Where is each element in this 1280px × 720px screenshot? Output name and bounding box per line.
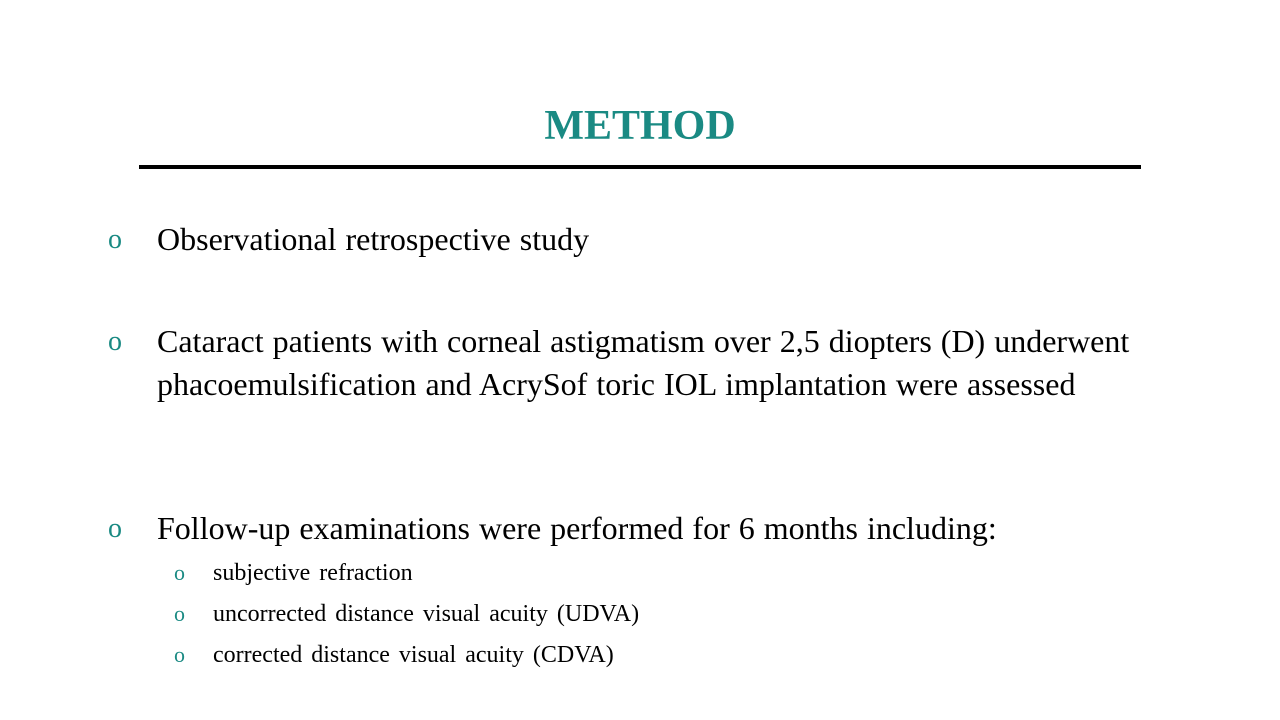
bullet-marker: o xyxy=(108,513,122,544)
bullet-marker: o xyxy=(108,326,122,357)
sub-bullet-item xyxy=(174,640,1074,670)
sub-bullet-text: corrected distance visual acuity (CDVA) xyxy=(213,642,614,668)
sub-bullet-marker: o xyxy=(174,560,185,585)
title-underline xyxy=(139,165,1141,169)
bullet-text: Follow-up examinations were performed for 6 months including: xyxy=(157,510,997,546)
sub-bullet-item xyxy=(174,599,1074,629)
sub-bullet-text: uncorrected distance visual acuity (UDVA) xyxy=(213,601,640,627)
sub-bullet-marker: o xyxy=(174,642,185,667)
sub-bullet-marker: o xyxy=(174,601,185,626)
slide-title: METHOD xyxy=(544,103,736,149)
bullet-marker: o xyxy=(108,224,122,255)
bullet-item xyxy=(108,320,1168,406)
bullet-text: Cataract patients with corneal astigmatism over 2,5 diopters (D) underwent phacoemulsification and AcrySof toric IOL implantation were assessed xyxy=(157,323,1130,402)
sub-bullet-text: subjective refraction xyxy=(213,560,413,586)
bullet-item xyxy=(108,218,1168,261)
bullet-item xyxy=(108,507,1168,550)
sub-bullet-item xyxy=(174,558,1074,588)
bullet-text: Observational retrospective study xyxy=(157,221,590,257)
